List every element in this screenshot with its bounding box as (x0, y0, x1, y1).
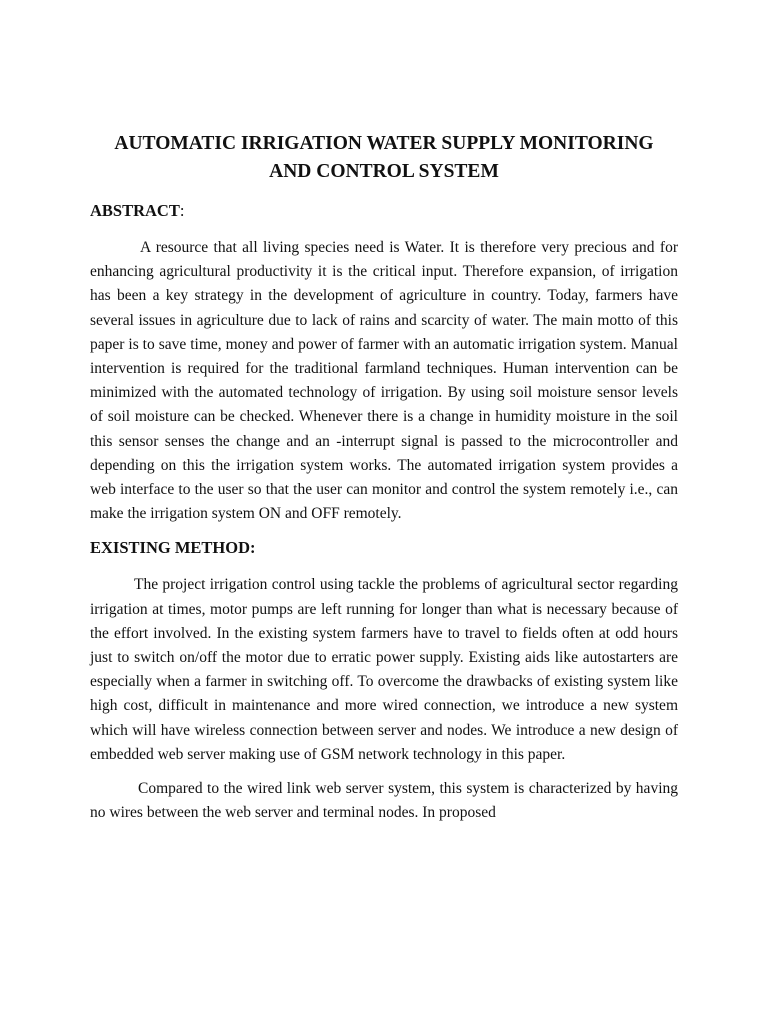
title-line-1: AUTOMATIC IRRIGATION WATER SUPPLY MONITORING (114, 133, 654, 154)
document-title (70, 130, 698, 186)
abstract-heading-colon: : (179, 201, 185, 220)
title-line-2: AND CONTROL SYSTEM (269, 161, 499, 182)
comparison-paragraph: Compared to the wired link web server system, this system is characterized by having no wires between the web server and terminal nodes. In proposed (90, 780, 678, 822)
existing-method-heading: EXISTING METHOD: (90, 538, 256, 558)
document-page (90, 130, 678, 825)
abstract-heading-text: ABSTRACT (90, 201, 180, 220)
existing-method-paragraph: The project irrigation control using tackle the problems of agricultural sector regarding irrigation at times, motor pumps are left running for longer than what is necessary because of the effort involved. In the existing system farmers have to travel to fields often at odd hours just to switch on/off the motor due to erratic power supply. Existing aids like autostarters are especially when a farmer in switching off. To overcome the drawbacks of existing system like high cost, difficult in maintenance and more wired connection, we introduce a new system which will have wireless connection between server and nodes. We introduce a new design of embedded web server making use of GSM network technology in this paper. (90, 576, 678, 763)
abstract-heading (90, 200, 678, 222)
abstract-paragraph: A resource that all living species need is Water. It is therefore very precious and for enhancing agricultural productivity it is the critical input. Therefore expansion, of irrigation has been a key strategy in the development of agriculture in country. Today, farmers have several issues in agriculture due to lack of rains and scarcity of water. The main motto of this paper is to save time, money and power of farmer with an automatic irrigation system. Manual intervention is required for the traditional farmland techniques. Human intervention can be minimized with the automated technology of irrigation. By using soil moisture sensor levels of soil moisture can be checked. Whenever there is a change in humidity moisture in the soil this sensor senses the change and an -interrupt signal is passed to the microcontroller and depending on this the irrigation system works. The automated irrigation system provides a web interface to the user so that the user can monitor and control the system remotely i.e., can make the irrigation system ON and OFF remotely. (90, 239, 678, 523)
